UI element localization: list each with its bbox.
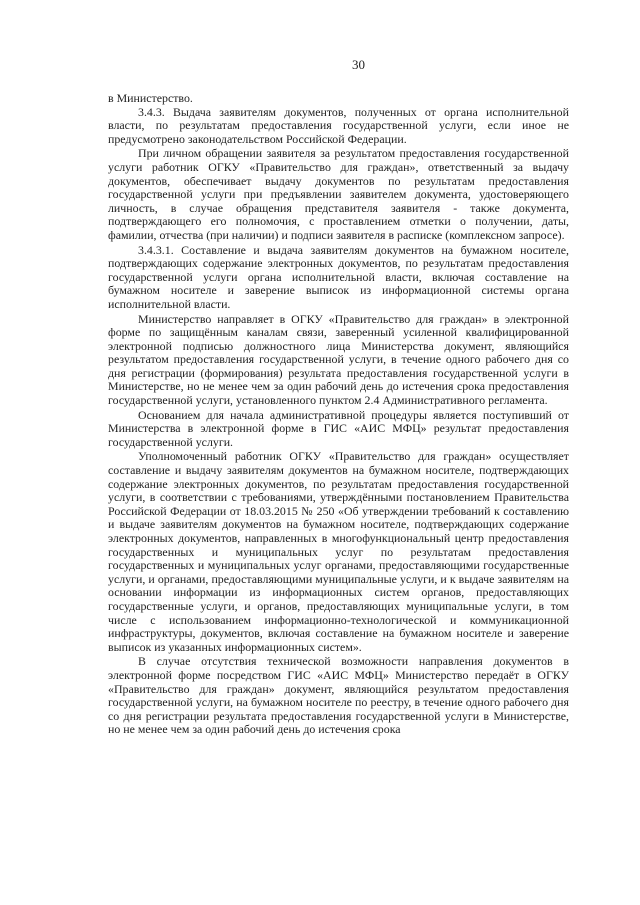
paragraph-section-3-4-3-1: 3.4.3.1. Составление и выдача заявителям документов на бумажном носителе, подтверждающих содержание электронных документов, по результатам предоставления государственной услуги органа исполнительной власти, включая составление на бумажном носителе и заверение выписок из информационной системы органа исполнительной власти. [108, 242, 569, 311]
paragraph-section-3-4-3: 3.4.3. Выдача заявителям документов, полученных от органа исполнительной власти, по результатам предоставления государственной услуги, если иное не предусмотрено законодательством Российской Федерации. [108, 104, 569, 146]
paragraph-ministry-sends: Министерство направляет в ОГКУ «Правительство для граждан» в электронной форме по защищённым каналам связи, заверенный усиленной квалифицированной электронной подписью должностного лица Министерства документ, являющийся результатом предоставления государственной услуги, в течение одного рабочего дня со дня регистрации (формирования) результата предоставления государственной услуги в Министерстве, но не менее чем за один рабочий день до истечения срока предоставления государственной услуги, установленного пунктом 2.4 Административного регламента. [108, 311, 569, 408]
paragraph-no-technical-possibility: В случае отсутствия технической возможности направления документов в электронной форме посредством ГИС «АИС МФЦ» Министерство передаёт в ОГКУ «Правительство для граждан» документ, являющийся результатом предоставления государственной услуги, на бумажном носителе по реестру, в течение одного рабочего дня со дня регистрации результата предоставления государственной услуги в Министерстве, но не менее чем за один рабочий день до истечения срока [108, 654, 569, 737]
paragraph-grounds: Основанием для начала административной процедуры является поступивший от Министерства в электронной форме в ГИС «АИС МФЦ» результат предоставления государственной услуги. [108, 407, 569, 449]
page-number: 30 [352, 57, 365, 72]
paragraph-authorized-employee: Уполномоченный работник ОГКУ «Правительство для граждан» осуществляет составление и выдачу заявителям документов на бумажном носителе, подтверждающих содержание электронных документов, по результатам предоставления государственной услуги, в соответствии с требованиями, утверждёнными постановлением Правительства Российской Федерации от 18.03.2015 № 250 «Об утверждении требований к составлению и выдаче заявителям документов на бумажном носителе, подтверждающих содержание электронных документов, направленных в многофункциональный центр предоставления государственных и муниципальных услуг по результатам предоставления государственных и муниципальных услуг органами, предоставляющими государственные услуги, и органами, предоставляющими муниципальные услуги, и к выдаче заявителям на основании информации из информационных систем органов, предоставляющих государственные услуги, и органов, предоставляющих муниципальные услуги, в том числе с использованием информационно-технологической и коммуникационной инфраструктуры, документов, включая составление на бумажном носителе и заверение выписок из указанных информационных систем». [108, 449, 569, 654]
paragraph-continuation: в Министерство. [108, 91, 193, 105]
paragraph-personal-visit: При личном обращении заявителя за результатом предоставления государственной услуги работник ОГКУ «Правительство для граждан», ответственный за выдачу документов, обеспечивает выдачу документов по результатам предоставления государственной услуги при предъявлении заявителем документа, удостоверяющего личность, в случае обращения представителя заявителя - также документа, подтверждающего его полномочия, с проставлением отметки о получении, даты, фамилии, отчества (при наличии) и подписи заявителя в расписке (комплексном запросе). [108, 146, 569, 242]
